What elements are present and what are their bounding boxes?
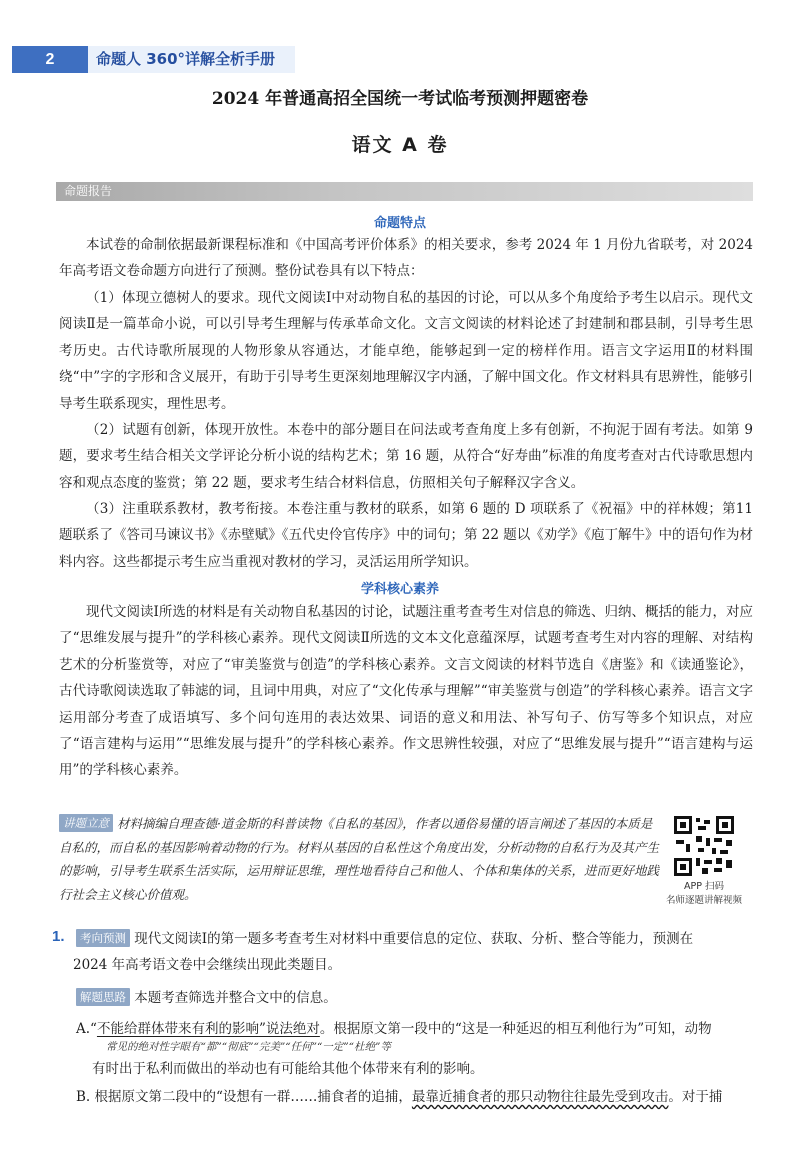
intent-tag: 讲题立意 [59,814,113,832]
book-title: 命题人 360°详解全析手册 [96,50,276,68]
feature-point-2: （2）试题有创新，体现开放性。本卷中的部分题目在问法或考查角度上多有创新，不拘泥于固有考法。如第 9 题，要求考生结合相关文学评论分析小说的结构艺术；第 16 题，从符合“好寿曲”标准的角度考查对古代诗歌思想内容和观点态度的鉴赏；第 22 题，要求考生结合材料信息，仿照相关句子解释汉字含义。 [59,422,753,491]
report-section-bar [56,182,753,201]
option-a-quoted: 不能给群体带来有利的影响 [96,1021,259,1037]
option-b [76,1086,766,1108]
subject-title: 语文 A 卷 [351,134,449,156]
option-b-text: B. 根据原文第二段中的“设想有一群……捕食者的追捕， [76,1089,412,1105]
page-number: 2 [12,46,88,73]
qr-caption-scan: APP 扫码 [684,881,724,892]
option-a-prefix: A.“ [76,1021,97,1037]
exam-title: 2024 年普通高招全国统一考试临考预测押题密卷 [211,89,589,109]
option-b-end: 。对于捕 [668,1089,723,1105]
literacy-heading: 学科核心素养 [360,582,439,597]
analysis-text: 本题考查筛选并整合文中的信息。 [134,990,337,1006]
features-heading: 命题特点 [373,216,426,231]
qr-caption-video: 名师逐题讲解视频 [665,895,742,906]
analysis-row [76,987,337,1009]
option-a [76,1018,756,1040]
literacy-paragraph: 现代文阅读Ⅰ所选的材料是有关动物自私基因的讨论，试题注重考查考生对信息的筛选、归纳、概括的能力，对应了“思维发展与提升”的学科核心素养。现代文阅读Ⅱ所选的文本文化意蕴深厚，试题考查考生对内容的理解、对结构艺术的分析鉴赏等，对应了“审美鉴赏与创造”的学科核心素养。文言文阅读的材料节选自《唐鉴》和《读通鉴论》，古代诗歌阅读选取了韩滤的词，且词中用典，对应了“文化传承与理解”“审美鉴赏与创造”的学科核心素养。语言文字运用部分考查了成语填写、多个问句连用的表达效果、词语的意义和用法、补写句子、仿写等多个知识点，对应了“语言建构与运用”“思维发展与提升”的学科核心素养。作文思辨性较强，对应了“思维发展与提升”“语言建构与运用”的学科核心素养。 [59,604,753,779]
handwritten-note: 常见的绝对性字眼有“都”“彻底”“完美”“任何”“一定”“杜绝”等 [106,1041,391,1053]
qr-code-icon[interactable] [672,814,736,878]
option-a-rest: 。根据原文第一段中的“这是一种延迟的相互利他行为”可知，动物 [319,1021,712,1037]
forecast-text-line2: 2024 年高考语文卷中会继续出现此类题目。 [73,957,342,974]
feature-point-1: （1）体现立德树人的要求。现代文阅读Ⅰ中对动物自私的基因的讨论，可以从多个角度给予考生以启示。现代文阅读Ⅱ是一篇革命小说，可以引导考生理解与传承革命文化。文言文阅读的材料论述了封建制和郡县制，引导考生思考历史。古代诗歌所展现的人物形象从容通达，才能卓绝，能够起到一定的榜样作用。语言文字运用Ⅱ的材料围绕“中”字的字形和含义展开，有助于引导考生更深刻地理解汉字内涵，了解中国文化。作文材料具有思辨性，能够引导考生联系现实，理性思考。 [59,290,753,412]
forecast-text-line1: 现代文阅读Ⅰ的第一题多考查考生对材料中重要信息的定位、获取、分析、整合等能力，预测在 [134,931,694,947]
features-intro: 本试卷的命制依据最新课程标准和《中国高考评价体系》的相关要求，参考 2024 年 1 月份九省联考，对 2024 年高考语文卷命题方向进行了预测。整份试卷具有以下特点： [59,237,753,280]
question-forecast [73,926,753,979]
feature-point-3: （3）注重联系教材，教考衔接。本卷注重与教材的联系，如第 6 题的 D 项联系了《祝福》中的祥林嫂；第11 题联系了《答司马谏议书》《赤壁赋》《五代史伶官传序》中的词句；第 22 题以《劝学》《庖丁解牛》中的语句作为材料内容。这些都提示考生应当重视对教材的学习，灵活运用所学知识。 [59,501,754,570]
question-number: 1. [52,928,65,945]
analysis-tag: 解题思路 [76,988,130,1006]
option-b-wavy: 最靠近捕食者的那只动物往往最先受到攻击 [411,1089,669,1105]
intent-text: 材料摘编自理查德·道金斯的科普读物《自私的基因》，作者以通俗易懂的语言阐述了基因的本质是自私的，而自私的基因影响着动物的行为。材料从基因的自私性这个角度出发，分析动物的自私行为及其产生的影响，引导考生联系生活实际，运用辩证思维，理性地看待自己和他人、个体和集体的关系，进而更好地践行社会主义核心价值观。 [59,816,660,902]
report-label: 命题报告 [64,184,113,198]
option-a-line2: 有时出于私利而做出的举动也有可能给其他个体带来有利的影响。 [92,1061,484,1077]
forecast-tag: 考向预测 [76,929,130,947]
option-a-said: ”说法绝对 [258,1021,320,1037]
intent-note [59,812,659,906]
